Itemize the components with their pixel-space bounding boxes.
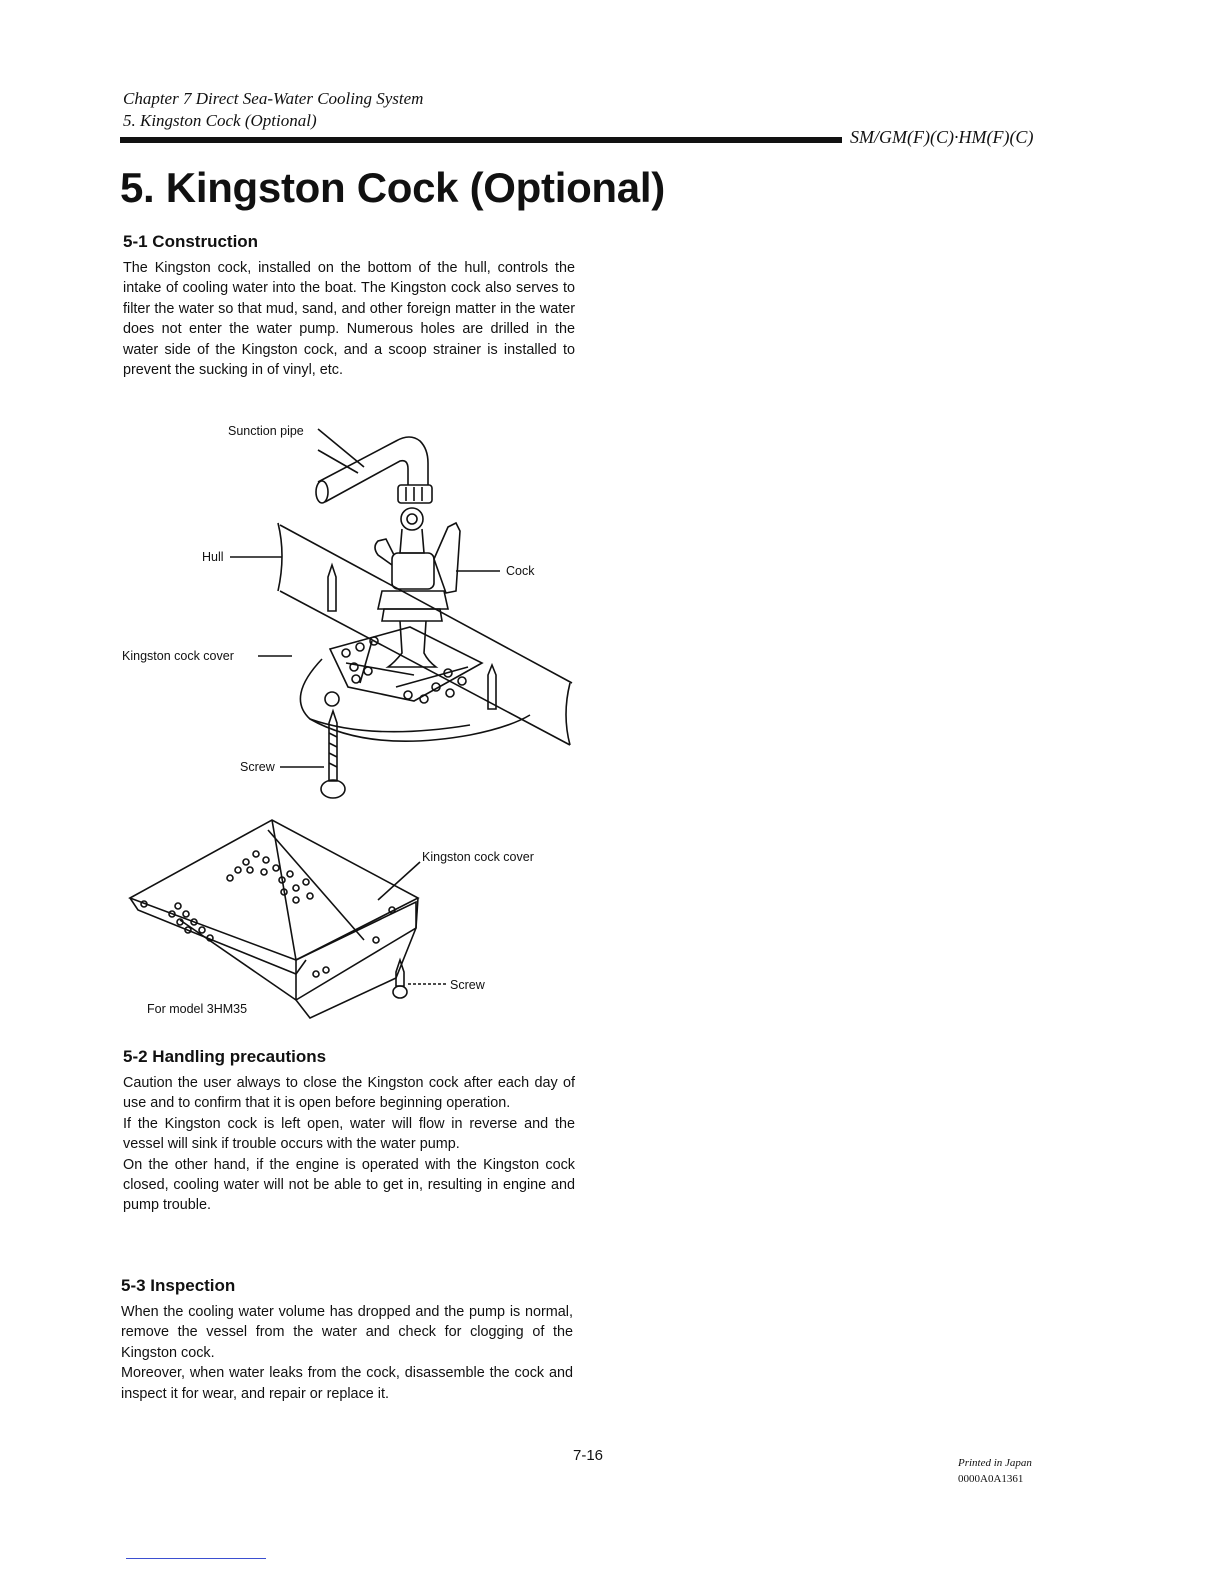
- bottom-divider: [126, 1558, 266, 1559]
- page-number: 7-16: [573, 1447, 604, 1464]
- label-suction-pipe: Sunction pipe: [228, 424, 304, 438]
- header-rule: [120, 137, 842, 143]
- page-title: 5. Kingston Cock (Optional): [120, 164, 665, 211]
- label-kingston-cock-cover-2: Kingston cock cover: [422, 850, 534, 864]
- section-body-inspection: [121, 1302, 573, 1404]
- paragraph: On the other hand, if the engine is operated with the Kingston cock closed, cooling water will not be able to get in, resulting in engine and pump trouble.: [123, 1156, 575, 1214]
- header-section-title: 5. Kingston Cock (Optional): [123, 111, 317, 130]
- label-cock: Cock: [506, 564, 535, 578]
- section-body-construction: [123, 258, 575, 380]
- paragraph: The Kingston cock, installed on the bottom of the hull, controls the intake of cooling water into the boat. The Kingston cock also serves to filter the water so that mud, sand, and other foreign matter in the water does not enter the water pump. Numerous holes are drilled in the water side of the Kingston cock, and a scoop strainer is installed to prevent the sucking in of vinyl, etc.: [123, 260, 575, 379]
- printed-in-note: Printed in Japan: [958, 1457, 1032, 1469]
- section-body-handling-precautions: [123, 1073, 575, 1216]
- paragraph: Moreover, when water leaks from the cock, disassemble the cock and inspect it for wear, and repair or replace it.: [121, 1365, 573, 1402]
- document-code: 0000A0A1361: [958, 1473, 1024, 1485]
- section-heading-inspection: 5-3 Inspection: [121, 1276, 236, 1295]
- paragraph: When the cooling water volume has dropped and the pump is normal, remove the vessel from the water and check for clogging of the Kingston cock.: [121, 1304, 573, 1361]
- label-model-note: For model 3HM35: [147, 1002, 248, 1016]
- label-screw-2: Screw: [450, 978, 485, 992]
- section-heading-construction: 5-1 Construction: [123, 232, 259, 251]
- kingston-cock-installation-diagram: [110, 415, 590, 805]
- label-hull: Hull: [202, 550, 224, 564]
- paragraph: Caution the user always to close the Kingston cock after each day of use and to confirm that it is open before beginning operation.: [123, 1075, 575, 1112]
- section-heading-handling-precautions: 5-2 Handling precautions: [123, 1047, 327, 1066]
- paragraph: If the Kingston cock is left open, water will flow in reverse and the vessel will sink if trouble occurs with the water pump.: [123, 1115, 575, 1153]
- header-chapter-title: Chapter 7 Direct Sea-Water Cooling System: [123, 89, 424, 108]
- header-model-code: SM/GM(F)(C)·HM(F)(C): [850, 127, 1034, 147]
- label-kingston-cock-cover: Kingston cock cover: [122, 649, 234, 663]
- kingston-cock-cover-diagram: [120, 810, 540, 1030]
- label-screw: Screw: [240, 760, 275, 774]
